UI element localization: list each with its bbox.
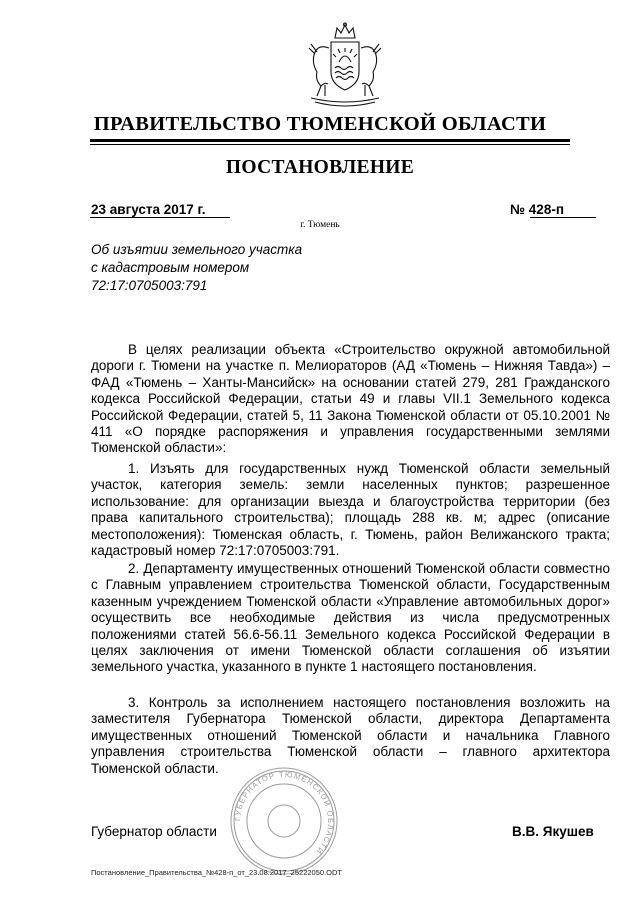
footer-filename: Постановление_Правительства_№428-п_от_23.08.2017_25222050.ODT (91, 868, 342, 877)
signatory-title: Губернатор области (91, 824, 217, 839)
subject-line: с кадастровым номером (91, 260, 250, 275)
document-type-title: ПОСТАНОВЛЕНИЕ (225, 157, 415, 178)
header-rule-thin (90, 144, 570, 145)
document-number: № 428-п (510, 202, 564, 217)
clause-1-paragraph: 1. Изъять для государственных нужд Тюменской области земельный участок, категория земель: земли населенных пунктов; разрешенное использование: для организации выезда и благоустройства территории (без права капитального строительства); площадь 288 кв. м; адрес (описание местоположения): Тюменская область, г. Тюмень, район Велижанского тракта; кадастровый номер 72:17:0705003:791. (91, 461, 610, 559)
preamble-paragraph: В целях реализации объекта «Строительство окружной автомобильной дороги г. Тюмени на участке п. Мелиораторов (АД «Тюмень – Нижняя Тавда») – ФАД «Тюмень – Ханты-Мансийск» на основании статей 279, 281 Гражданского кодекса Российской Федерации, статьи 49 и главы VII.1 Земельного кодекса Российской Федерации, статей 5, 11 Закона Тюменской области от 05.10.2001 № 411 «О порядке распоряжения и управления государственными землями Тюменской области»: (91, 342, 610, 456)
header-rule-thick (90, 139, 570, 142)
clause-3-paragraph: 3. Контроль за исполнением настоящего постановления возложить на заместителя Губернатора Тюменской области, директора Департамента имущественных отношений Тюменской области и начальника Главного управления строительства Тюменской области – главного архитектора Тюменской области. (91, 695, 610, 776)
coat-of-arms-icon (295, 22, 395, 108)
signatory-name: В.В. Якушев (512, 824, 594, 839)
number-underline (530, 217, 596, 218)
document-date: 23 августа 2017 г. (91, 202, 206, 217)
document-city: г. Тюмень (300, 220, 340, 230)
clause-2-paragraph: 2. Департаменту имущественных отношений Тюменской области совместно с Главным управлением строительства Тюменской области, Государственным казенным учреждением Тюменской области «Управление автомобильных дорог» осуществить все необходимые действия из числа предусмотренных положениями статей 56.6-56.11 Земельного кодекса Российской Федерации в целях заключения от имени Тюменской области соглашения об изъятии земельного участка, указанного в пункте 1 настоящего постановления. (91, 561, 610, 675)
seal-text: ГУБЕРНАТОР ТЮМЕНСКОЙ ОБЛАСТИ (232, 769, 336, 857)
official-seal-icon (228, 765, 340, 877)
document-subject (91, 241, 351, 295)
subject-line: 72:17:0705003:791 (91, 278, 208, 293)
government-name: ПРАВИТЕЛЬСТВО ТЮМЕНСКОЙ ОБЛАСТИ (93, 113, 547, 135)
date-underline (90, 217, 230, 218)
subject-line: Об изъятии земельного участка (91, 242, 303, 257)
